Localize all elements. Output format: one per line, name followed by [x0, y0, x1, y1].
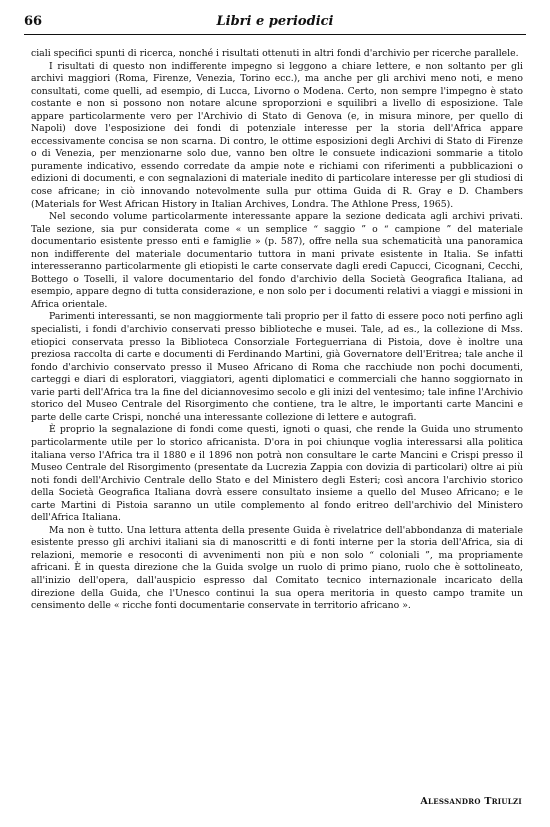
header-rule	[24, 34, 526, 35]
running-header	[24, 14, 526, 34]
paragraph: Nel secondo volume particolarmente interessante appare la sezione dedicata agli archivi privati. Tale sezione, sia pur considerata come « un semplice “ saggio ” o “ campione ” del materiale documentario esistente presso enti e famiglie » (p. 587), offre nella sua schematicità una panoramica non indifferente del materiale documentario tuttora in mani private esistente in Italia. Se infatti interesseranno particolarmente gli etiopisti le carte conservate dagli eredi Capucci, Cicognani, Cecchi, Bottego o Toselli, il valore documentario del fondo d'archivio della Società Geografica Italiana, ad esempio, appare degno di tutta considerazione, e non solo per i documenti relativi a viaggi e missioni in Africa orientale.	[31, 211, 523, 310]
paragraph: Parimenti interessanti, se non maggiormente tali proprio per il fatto di essere poco noti perfino agli specialisti, i fondi d'archivio conservati presso biblioteche e musei. Tale, ad es., la collezione di Mss. etiopici conservata presso la Biblioteca Consorziale Forteguerriana di Pistoia, dove è inoltre una preziosa raccolta di carte e documenti di Ferdinando Martini, già Governatore dell'Eritrea; tale anche il fondo d'archivio conservato presso il Museo Africano di Roma che racchiude non pochi documenti, carteggi e diari di esploratori, viaggiatori, agenti diplomatici e commerciali che hanno soggiornato in varie parti dell'Africa tra la fine del diciannovesimo secolo e gli inizi del ventesimo; tale infine l'Archivio storico del Museo Centrale del Risorgimento che contiene, tra le altre, le importanti carte Mancini e parte delle carte Crispi, nonché una interessante collezione di lettere e autografi.	[31, 311, 523, 423]
author-signature: Alessandro Triulzi	[420, 796, 522, 807]
paragraph: Ma non è tutto. Una lettura attenta della presente Guida è rivelatrice dell'abbondanza di materiale esistente presso gli archivi italiani sia di manoscritti e di fonti interne per la storia dell'Africa, sia di relazioni, memorie e resoconti di avvenimenti non più e non solo “ coloniali ”, ma propriamente africani. È in questa direzione che la Guida svolge un ruolo di primo piano, ruolo che è sottolineato, all'inizio dell'opera, dall'auspicio espresso dal Comitato tecnico internazionale incaricato della direzione della Guida, che l'Unesco continui la sua opera meritoria in questo campo tramite un censimento delle « ricche fonti documentarie conservate in territorio africano ».	[31, 524, 523, 612]
running-title: Libri e periodici	[216, 14, 334, 29]
article-body	[31, 48, 523, 613]
paragraph: ciali specifici spunti di ricerca, nonché i risultati ottenuti in altri fondi d'archivio per ricerche parallele.	[31, 48, 519, 59]
paragraph: I risultati di questo non indifferente impegno si leggono a chiare lettere, e non soltanto per gli archivi maggiori (Roma, Firenze, Venezia, Torino ecc.), ma anche per gli archivi meno noti, e meno consultati, come quelli, ad esempio, di Lucca, Livorno o Modena. Certo, non sempre l'impegno è stato costante e non si possono non notare alcune sproporzioni e squilibri a livello di esposizione. Tale appare particolarmente vero per l'Archivio di Stato di Genova (e, in misura minore, per quello di Napoli) dove l'esposizione dei fondi di potenziale interesse per la storia dell'Africa appare eccessivamente concisa se non scarna. Di contro, le ottime esposizioni degli Archivi di Stato di Firenze o di Venezia, per menzionarne solo due, vanno ben oltre le consuete indicazioni sommarie a titolo puramente indicativo, essendo corredate da ampie note e richiami con riferimenti a pubblicazioni o edizioni di documenti, e con segnalazioni di materiale inedito di particolare interesse per gli studiosi di cose africane; in ciò innovando notevolmente sulla pur ottima Guida di R. Gray e D. Chambers (Materials for West African History in Italian Archives, Londra. The Athlone Press, 1965).	[31, 60, 523, 210]
paragraph: È proprio la segnalazione di fondi come questi, ignoti o quasi, che rende la Guida uno strumento particolarmente utile per lo storico africanista. D'ora in poi chiunque voglia interessarsi alla politica italiana verso l'Africa tra il 1880 e il 1896 non potrà non consultare le carte Mancini e Crispi presso il Museo Centrale del Risorgimento (presentate da Lucrezia Zappia con dovizia di particolari) oltre ai più noti fondi dell'Archivio Centrale dello Stato e del Ministero degli Esteri; così ancora l'archivio storico della Società Geografica Italiana dovrà essere consultato insieme a quello del Museo Africano; e le carte Martini di Pistoia saranno un utile complemento al fondo eritreo dell'archivio del Ministero dell'Africa Italiana.	[31, 424, 523, 524]
page-number: 66	[24, 14, 43, 29]
